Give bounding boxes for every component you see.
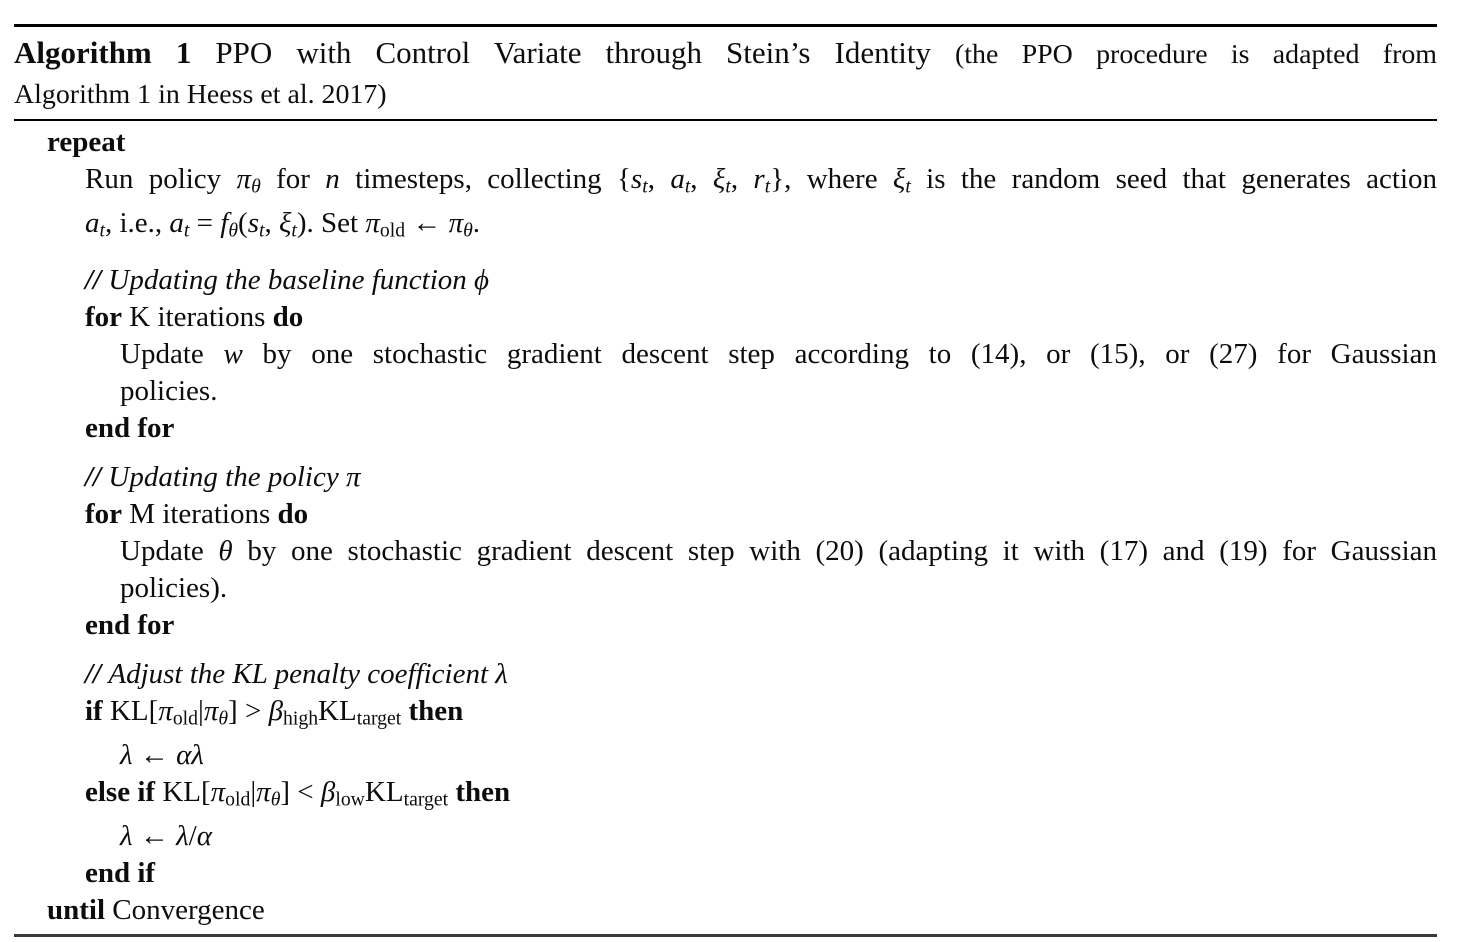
text-segment: θ bbox=[228, 219, 239, 242]
text-segment: end for bbox=[85, 608, 175, 641]
text-segment: old bbox=[172, 706, 199, 729]
text-segment: r bbox=[753, 163, 765, 195]
text-segment: β bbox=[268, 694, 284, 727]
text-segment: λ bbox=[191, 738, 204, 771]
text-segment: Run policy bbox=[85, 163, 237, 195]
text-segment: by one stochastic gradient descent step with (20) (adapting it with (17) and (19) for Gaussian bbox=[232, 534, 1437, 567]
text-segment: ( bbox=[238, 207, 248, 240]
text-segment: s bbox=[247, 207, 259, 240]
update-theta-statement-line-1 bbox=[14, 533, 1437, 570]
text-segment: ξ bbox=[892, 163, 906, 195]
text-segment: t bbox=[291, 219, 297, 242]
text-segment: Updating the baseline function bbox=[108, 263, 475, 296]
lambda-decrease-line bbox=[14, 818, 1437, 855]
text-segment: is the random seed that generates action bbox=[910, 163, 1438, 195]
text-segment: ϕ bbox=[474, 263, 490, 296]
text-segment: λ bbox=[120, 738, 133, 771]
text-segment: λ bbox=[176, 820, 189, 853]
text-segment: Algorithm 1 in Heess et al. 2017) bbox=[14, 79, 387, 110]
text-segment: end for bbox=[85, 411, 175, 444]
text-segment: θ bbox=[218, 534, 233, 567]
text-segment: Update bbox=[120, 337, 224, 370]
text-segment: t bbox=[684, 175, 691, 198]
text-segment: ξ bbox=[712, 163, 726, 195]
text-segment: KL bbox=[364, 775, 404, 808]
text-segment: ). Set bbox=[296, 207, 366, 240]
text-segment: s bbox=[630, 163, 643, 195]
algorithm-caption bbox=[14, 27, 1437, 119]
text-segment: high bbox=[283, 706, 319, 729]
text-segment: λ bbox=[495, 657, 508, 690]
text-segment: , bbox=[730, 163, 754, 195]
text-segment: if bbox=[85, 694, 103, 727]
text-segment: . bbox=[472, 207, 481, 240]
update-w-statement-line-1 bbox=[14, 336, 1437, 373]
text-segment: ] < bbox=[280, 775, 321, 808]
text-segment: then bbox=[408, 694, 464, 727]
text-segment: }, where bbox=[770, 163, 893, 195]
text-segment: by one stochastic gradient descent step according to (14), or (15), or (27) for Gaussian bbox=[242, 337, 1437, 370]
text-segment: for bbox=[260, 163, 326, 195]
algorithm-body bbox=[14, 121, 1437, 933]
algorithm-caption-line-2 bbox=[14, 74, 1437, 114]
text-segment: M iterations bbox=[122, 497, 278, 530]
text-segment: π bbox=[365, 207, 380, 240]
text-segment: else if bbox=[85, 775, 156, 808]
text-segment: t bbox=[725, 175, 731, 198]
text-segment: K iterations bbox=[122, 300, 273, 333]
for-m-iterations-line bbox=[14, 496, 1437, 533]
text-segment: a bbox=[85, 207, 100, 240]
text-segment: PPO with Control Variate through Stein’s Identity bbox=[191, 35, 956, 70]
text-segment: θ bbox=[218, 706, 229, 729]
bottom-rule bbox=[14, 934, 1437, 937]
text-segment: ] > bbox=[228, 694, 269, 727]
for-k-iterations-line bbox=[14, 299, 1437, 336]
repeat-keyword-line bbox=[14, 124, 1437, 161]
update-w-statement-line-2 bbox=[14, 373, 1437, 410]
text-segment: do bbox=[272, 300, 304, 333]
text-segment: π bbox=[210, 775, 226, 808]
text-segment: Updating the policy bbox=[108, 460, 346, 493]
update-theta-statement-line-2 bbox=[14, 570, 1437, 607]
until-convergence-line bbox=[14, 892, 1437, 929]
text-segment: a bbox=[169, 207, 184, 240]
text-segment: α bbox=[196, 820, 212, 853]
text-segment: t bbox=[258, 219, 265, 242]
else-if-kl-low-line bbox=[14, 774, 1437, 818]
if-kl-high-line bbox=[14, 693, 1437, 737]
text-segment: θ bbox=[251, 175, 261, 198]
text-segment: π bbox=[448, 207, 464, 240]
text-segment: t bbox=[99, 219, 105, 242]
text-segment: then bbox=[455, 775, 511, 808]
text-segment: for bbox=[85, 300, 123, 333]
run-policy-statement-line-1 bbox=[14, 161, 1437, 205]
end-if-line bbox=[14, 855, 1437, 892]
text-segment: a bbox=[670, 163, 685, 195]
text-segment: β bbox=[320, 775, 336, 808]
text-segment: n bbox=[325, 163, 340, 195]
run-policy-statement-line-2 bbox=[14, 205, 1437, 249]
comment-updating-policy bbox=[14, 459, 1437, 496]
text-segment: α bbox=[176, 738, 192, 771]
text-segment: | bbox=[250, 775, 257, 808]
text-segment: , bbox=[264, 207, 279, 240]
text-segment: old bbox=[379, 219, 406, 242]
text-segment: ← bbox=[132, 738, 177, 771]
text-segment: ← bbox=[132, 820, 177, 853]
text-segment: do bbox=[277, 497, 309, 530]
text-segment: // bbox=[85, 657, 109, 690]
text-segment: t bbox=[642, 175, 648, 198]
text-segment: π bbox=[256, 775, 271, 808]
end-for-baseline-line bbox=[14, 410, 1437, 447]
text-segment: KL[ bbox=[102, 694, 159, 727]
text-segment: target bbox=[356, 706, 402, 729]
text-segment: t bbox=[905, 175, 911, 198]
text-segment: θ bbox=[270, 788, 281, 811]
text-segment: target bbox=[403, 788, 449, 811]
text-segment: Update bbox=[120, 534, 219, 567]
text-segment: , bbox=[647, 163, 671, 195]
text-segment: π bbox=[345, 460, 361, 493]
text-segment: Adjust the KL penalty coefficient bbox=[108, 657, 496, 690]
algorithm-caption-line-1 bbox=[14, 34, 1437, 74]
text-segment: / bbox=[188, 820, 197, 853]
text-segment: for bbox=[85, 497, 123, 530]
text-segment: ← bbox=[405, 207, 449, 240]
text-segment: ξ bbox=[278, 207, 292, 240]
text-segment: repeat bbox=[47, 126, 126, 158]
text-segment: old bbox=[225, 788, 251, 811]
text-segment: f bbox=[220, 207, 229, 240]
comment-adjust-kl bbox=[14, 656, 1437, 693]
text-segment: KL[ bbox=[155, 775, 211, 808]
text-segment: , i.e., bbox=[104, 207, 170, 240]
text-segment: λ bbox=[120, 820, 133, 853]
text-segment: policies). bbox=[120, 571, 228, 604]
text-segment: t bbox=[764, 175, 771, 198]
text-segment: Convergence bbox=[105, 894, 265, 927]
end-for-policy-line bbox=[14, 607, 1437, 644]
text-segment: θ bbox=[463, 219, 473, 242]
text-segment: π bbox=[158, 694, 173, 727]
algorithm-box bbox=[0, 24, 1460, 937]
text-segment: | bbox=[198, 694, 204, 727]
text-segment: = bbox=[189, 207, 221, 240]
text-segment: end if bbox=[85, 857, 156, 890]
text-segment: KL bbox=[318, 694, 357, 727]
text-segment: , bbox=[690, 163, 713, 195]
text-segment: (the PPO procedure is adapted from bbox=[955, 39, 1437, 70]
text-segment: // bbox=[85, 263, 109, 296]
text-segment: w bbox=[223, 337, 243, 370]
text-segment: π bbox=[203, 694, 219, 727]
text-segment: π bbox=[236, 163, 252, 195]
text-segment: low bbox=[335, 788, 365, 811]
text-segment: t bbox=[183, 219, 190, 242]
comment-updating-baseline bbox=[14, 262, 1437, 299]
text-segment: timesteps, collecting { bbox=[339, 163, 631, 195]
text-segment: until bbox=[47, 894, 106, 927]
text-segment: Algorithm 1 bbox=[14, 35, 192, 70]
text-segment: policies. bbox=[120, 374, 218, 407]
text-segment: // bbox=[85, 460, 109, 493]
lambda-increase-line bbox=[14, 737, 1437, 774]
